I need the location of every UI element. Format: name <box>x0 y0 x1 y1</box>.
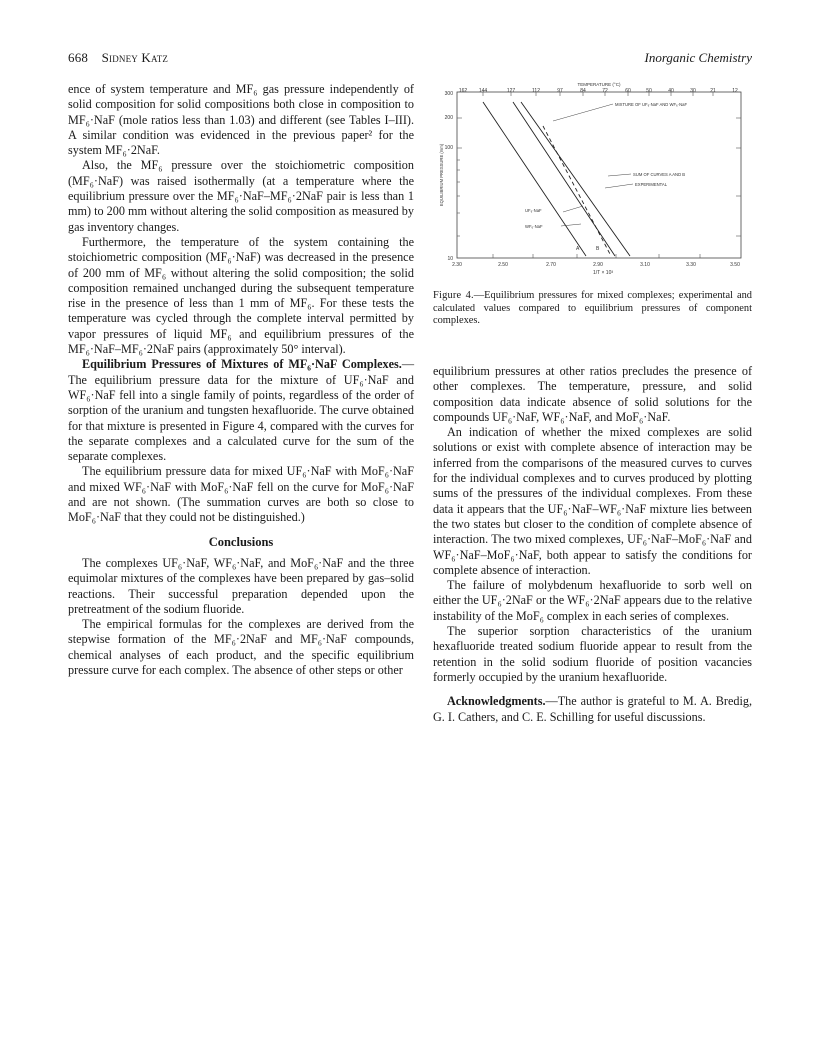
figure-4 <box>433 78 752 283</box>
curve-a-line <box>521 102 630 256</box>
label-uf6-naf: UF₆·NaF <box>525 208 542 213</box>
acknowledgments-heading: Acknowledgments. <box>447 694 546 709</box>
author-name: Sidney Katz <box>101 50 169 65</box>
x-tick-label: 2.30 <box>452 262 462 268</box>
top-tick-label: 144 <box>478 88 488 94</box>
conclusions-heading: Conclusions <box>208 534 274 549</box>
acknowledgments-text: —The author is grateful to M. A. Bredig, G. I. Cathers, and C. E. Schilling for useful discussions. <box>433 694 752 724</box>
top-tick-label: 127 <box>506 88 516 94</box>
x-tick-label: 2.50 <box>498 262 508 268</box>
paragraph: The failure of molybdenum hexafluoride to sorb well on either the UF₆·2NaF or the WF₆·2NaF appears due to the relative instability of the MoF₆ complex in each series of complexes. <box>433 578 752 623</box>
top-tick-label: 162 <box>458 88 468 94</box>
label-mixture: MIXTURE OF UF₆·NaF AND WF₆·NaF <box>615 102 688 107</box>
curve-sum-line <box>513 102 615 256</box>
top-tick-label: 12 <box>732 88 738 94</box>
top-tick-label: 112 <box>532 88 540 94</box>
top-tick-label: 30 <box>690 88 696 94</box>
paragraph: The superior sorption characteristics of the uranium hexafluoride treated sodium fluoride appear to result from the retention in the solid sodium fluoride of position vacancies formerly occupied by the uranium hexafluoride. <box>433 624 752 684</box>
y-tick-label: 200 <box>444 115 453 121</box>
x-tick-marks <box>493 254 700 258</box>
paragraph: An indication of whether the mixed complexes are solid solutions or exist with complete absence of interaction may be inferred from the comparisons of the measured curves to curves for the individual complexes and to curves produced by plotting sums of the pressures of the individual complexes. From these data it appears that the UF₆·NaF–WF₆·NaF mixture lies between the two states but closer to the condition of complete absence of interaction. The two mixed complexes, UF₆·NaF–MoF₆·NaF and WF₆·NaF–MoF₆·NaF, both appear to satisfy the conditions for complete absence of interaction. <box>433 425 752 577</box>
top-tick-label: 72 <box>602 88 608 94</box>
curves <box>483 102 630 256</box>
top-ticks <box>459 88 738 94</box>
leader-lines <box>553 104 633 226</box>
x-tick-label: 2.90 <box>593 262 603 268</box>
x-tick-label: 3.30 <box>686 262 696 268</box>
label-sum: SUM OF CURVES A AND B <box>633 172 686 177</box>
paragraph: Also, the MF₆ pressure over the stoichiometric composition (MF₆·NaF) was raised isothermally (at a temperature where the equilibrium pressure over the MF₆·NaF–MF₆·2NaF pair is less than 1 mm) to 200 mm without altering the solid composition as measured by gas inventory changes. <box>68 158 414 234</box>
top-tick-label: 50 <box>646 88 652 94</box>
paragraph: ence of system temperature and MF₆ gas pressure independently of solid composition for solid compositions both close in composition to MF₆·NaF (mole ratios less than 1.03) and different (see Tables I–III). A similar condition was evidenced in the previous paper² for the system MF₆·2NaF. <box>68 82 414 158</box>
paragraph: The complexes UF₆·NaF, WF₆·NaF, and MoF₆·NaF and the three equimolar mixtures of the complexes have been prepared by gas–solid reactions. Their successful preparation depended upon the pretreatment of the sodium fluoride. <box>68 555 414 616</box>
y-tick-label: 300 <box>444 91 453 97</box>
y-axis-label: EQUILIBRIUM PRESSURE (mm) <box>439 143 444 207</box>
right-column <box>433 364 752 725</box>
caption-text: —Equilibrium pressures for mixed complexes; experimental and calculated values compared to equilibrium pressures of component complexes. <box>433 290 752 327</box>
section-run-in-heading: Equilibrium Pressures of Mixtures of MF₆·NaF Complexes. <box>82 357 402 372</box>
label-curve-b: B <box>596 246 600 252</box>
paragraph: The empirical formulas for the complexes are derived from the stepwise formation of the MF₆·2NaF and MF₆·NaF compounds, chemical analyses of each product, and the specific equilibrium pressure curve for each complex. The absence of other steps or other <box>68 617 414 677</box>
y-tick-label: 100 <box>444 145 453 151</box>
x-tick-label: 2.70 <box>546 262 556 268</box>
top-axis-label: TEMPERATURE (°C) <box>577 82 621 87</box>
label-experimental: EXPERIMENTAL <box>635 182 668 187</box>
paragraph: equilibrium pressures at other ratios precludes the presence of other complexes. The temperature, pressure, and solid composition data indicate absence of solid solutions for the compounds UF₆·NaF, WF₆·NaF, and MoF₆·NaF. <box>433 364 752 424</box>
page-number: 668 <box>68 50 89 65</box>
top-tick-label: 21 <box>710 88 716 94</box>
paragraph <box>433 694 752 725</box>
top-tick-label: 84 <box>580 88 586 94</box>
x-axis-label: 1/T × 10³ <box>592 270 614 276</box>
curve-experimental-line <box>543 126 611 256</box>
paragraph-text: —The equilibrium pressure data for the mixture of UF₆·NaF and WF₆·NaF fell into a single family of points, regardless of the order of sorption of the uranium and tungsten hexafluoride. The curve obtained for that mixture is presented in Figure 4, compared with the curves for the separate complexes and a calculated curve for the sum of the separate complexes. <box>68 357 414 464</box>
left-column <box>68 82 414 678</box>
running-header-left <box>68 50 168 66</box>
caption-number: Figure 4. <box>433 290 474 301</box>
top-tick-label: 60 <box>625 88 631 94</box>
x-tick-label: 3.50 <box>730 262 740 268</box>
x-tick-label: 3.10 <box>640 262 650 268</box>
top-tick-label: 97 <box>557 88 563 94</box>
figure-caption <box>433 290 752 328</box>
figure-4-plot <box>433 78 752 283</box>
paragraph: The equilibrium pressure data for mixed UF₆·NaF with MoF₆·NaF and mixed WF₆·NaF with MoF₆·NaF fell on the curve for MoF₆·NaF and are not shown. (The summation curves are both so close to MoF₆·NaF that they could not be distinguished.) <box>68 464 414 525</box>
y-tick-marks <box>457 118 741 236</box>
y-tick-label: 10 <box>447 256 453 262</box>
top-tick-marks <box>483 92 713 96</box>
paragraph: Furthermore, the temperature of the system containing the stoichiometric composition (MF₆·NaF) was decreased in the presence of 200 mm of MF₆ without altering the solid composition; the solid composition remained unchanged during the subsequent temperature rise in the presence of less than 1 mm of MF₆. For these tests the temperature was cycled through the complete interval permitted by vapor pressures of liquid MF₆ and equilibrium pressures of the MF₆·NaF–MF₆·2NaF pairs (approximately 50° interval). <box>68 234 414 357</box>
label-wf6-naf: WF₆·NaF <box>525 224 543 229</box>
paragraph <box>68 357 414 464</box>
top-tick-label: 40 <box>668 88 674 94</box>
label-curve-a: A <box>576 246 580 252</box>
journal-title: Inorganic Chemistry <box>644 50 752 65</box>
